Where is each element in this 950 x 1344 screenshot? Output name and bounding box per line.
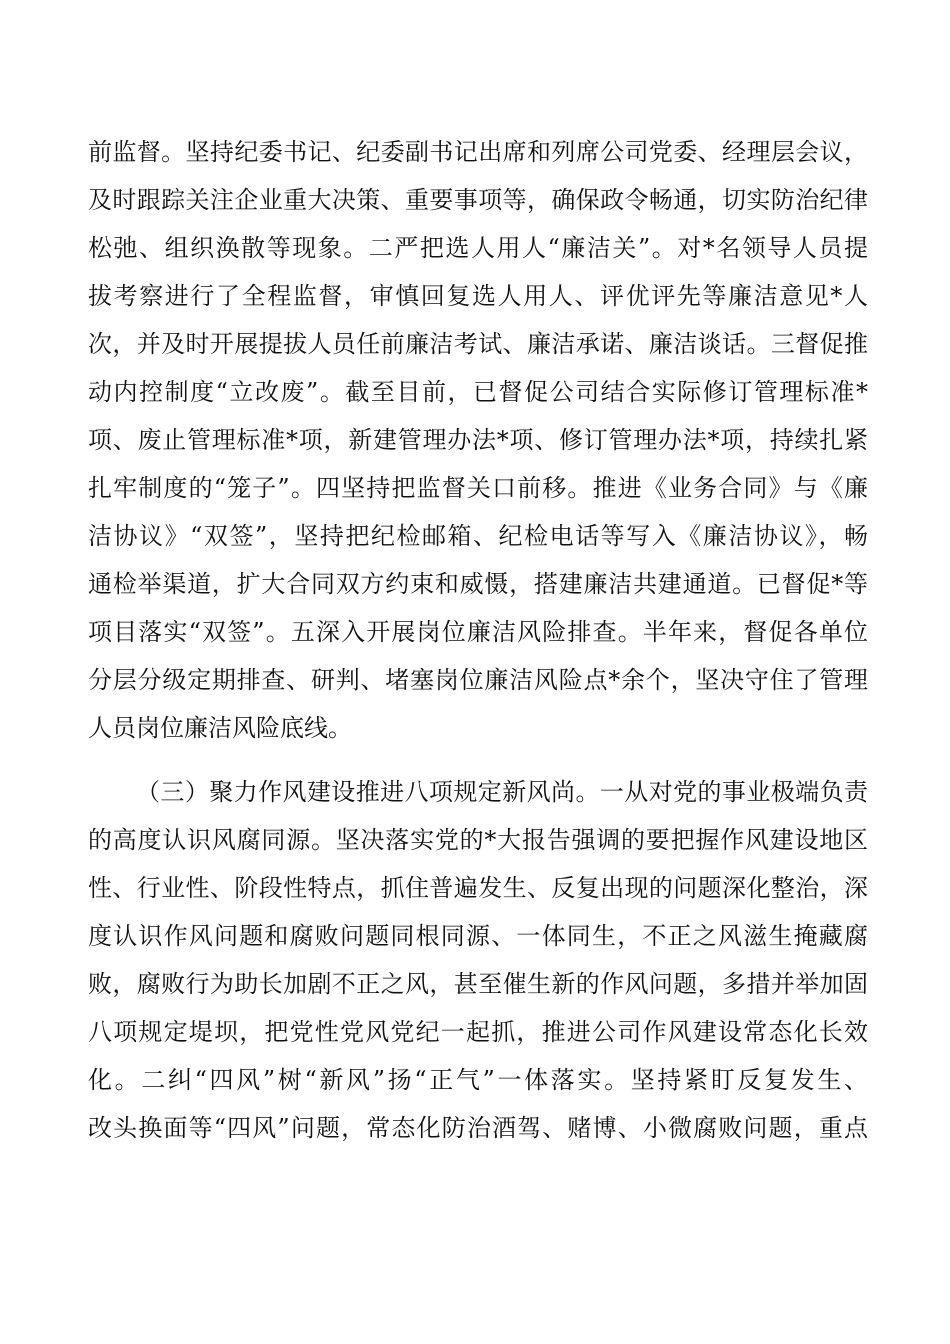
text-line: 洁协议》“双签”，坚持把纪检邮箱、纪检电话等写入《廉洁协议》，畅: [88, 522, 868, 550]
text-line: 的高度认识风腐同源。坚决落实党的*大报告强调的要把握作风建设地区: [88, 826, 868, 854]
text-line: 项目落实“双签”。五深入开展岗位廉洁风险排查。半年来，督促各单位: [88, 618, 868, 646]
text-line: 度认识作风问题和腐败问题同根同源、一体同生，不正之风滋生掩藏腐: [88, 922, 868, 950]
section-heading-line: （三）聚力作风建设推进八项规定新风尚。一从对党的事业极端负责: [136, 778, 868, 806]
text-line: 动内控制度“立改废”。截至目前，已督促公司结合实际修订管理标准*: [88, 378, 868, 406]
text-line: 败，腐败行为助长加剧不正之风，甚至催生新的作风问题，多措并举加固: [88, 970, 868, 998]
text-line: 性、行业性、阶段性特点，抓住普遍发生、反复出现的问题深化整治，深: [88, 874, 868, 902]
text-line: 及时跟踪关注企业重大决策、重要事项等，确保政令畅通，切实防治纪律: [88, 186, 868, 214]
text-line: 通检举渠道，扩大合同双方约束和威慑，搭建廉洁共建通道。已督促*等: [88, 570, 868, 598]
text-line: 八项规定堤坝，把党性党风党纪一起抓，推进公司作风建设常态化长效: [88, 1018, 868, 1046]
text-line: 项、废止管理标准*项，新建管理办法*项、修订管理办法*项，持续扎紧: [88, 426, 868, 454]
text-line: 次，并及时开展提拔人员任前廉洁考试、廉洁承诺、廉洁谈话。三督促推: [88, 330, 868, 358]
text-line: 扎牢制度的“笼子”。四坚持把监督关口前移。推进《业务合同》与《廉: [88, 474, 868, 502]
text-line: 化。二纠“四风”树“新风”扬“正气”一体落实。坚持紧盯反复发生、: [88, 1066, 868, 1094]
text-line: 前监督。坚持纪委书记、纪委副书记出席和列席公司党委、经理层会议，: [88, 138, 868, 166]
text-line: 松弛、组织涣散等现象。二严把选人用人“廉洁关”。对*名领导人员提: [88, 234, 868, 262]
text-line: 拔考察进行了全程监督，审慎回复选人用人、评优评先等廉洁意见*人: [88, 282, 868, 310]
text-line: 改头换面等“四风”问题，常态化防治酒驾、赌博、小微腐败问题，重点: [88, 1114, 868, 1142]
text-line: 分层分级定期排查、研判、堵塞岗位廉洁风险点*余个，坚决守住了管理: [88, 666, 868, 694]
text-line: 人员岗位廉洁风险底线。: [88, 714, 352, 742]
